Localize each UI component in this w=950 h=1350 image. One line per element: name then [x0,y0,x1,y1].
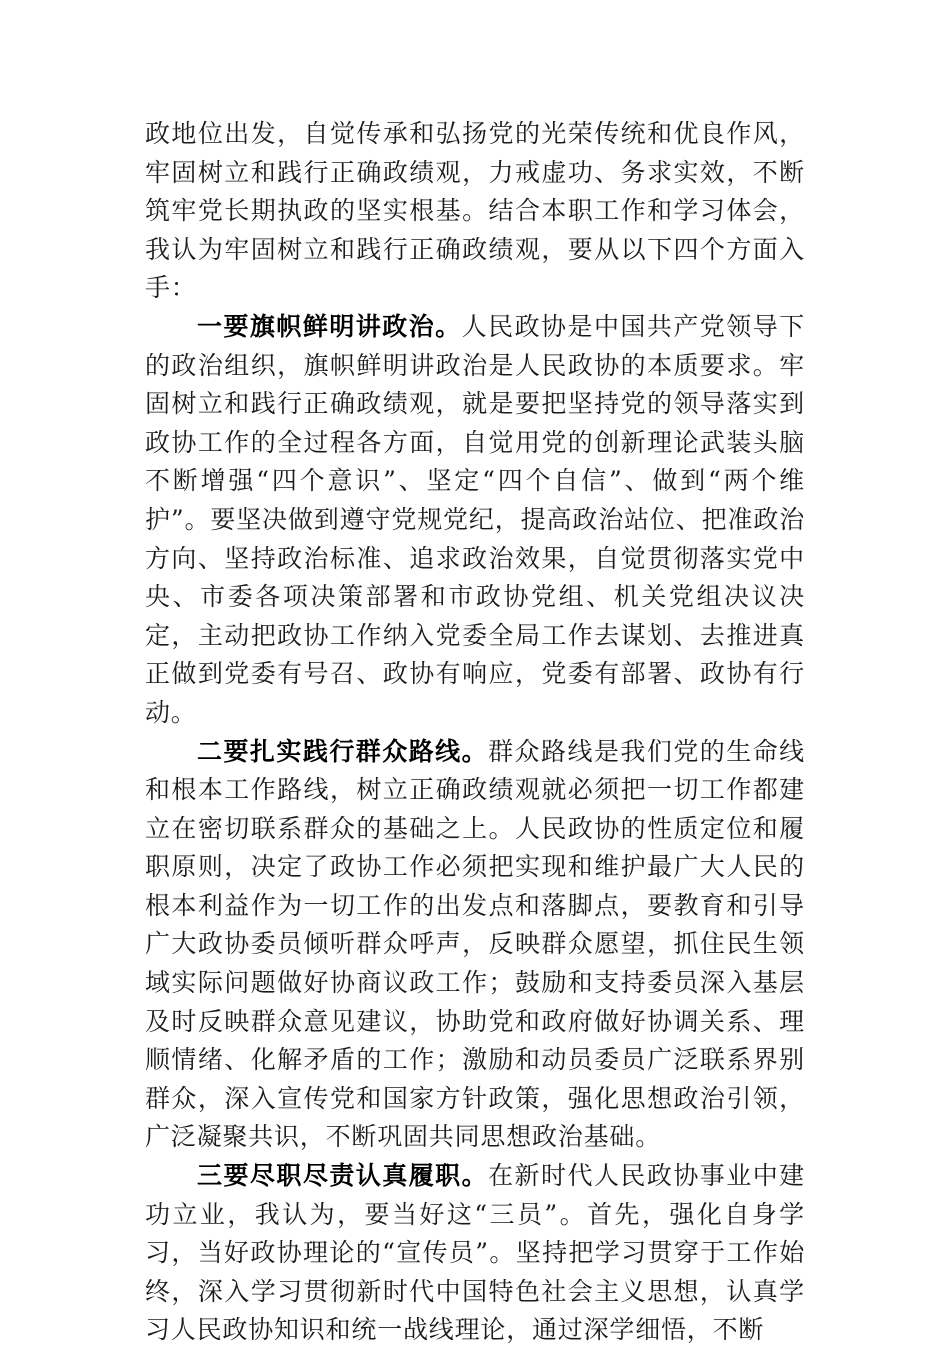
paragraph-heading: 三要尽职尽责认真履职。 [197,1161,489,1191]
paragraph-text: 群众路线是我们党的生命线和根本工作路线，树立正确政绩观就必须把一切工作都建立在密切联系群众的基础之上。人民政协的性质定位和履职原则，决定了政协工作必须把实现和维护最广大人民的根本利益作为一切工作的出发点和落脚点，要教育和引导广大政协委员倾听群众呼声，反映群众愿望，抓住民生领域实际问题做好协商议政工作；鼓励和支持委员深入基层及时反映群众意见建议，协助党和政府做好协调关系、理顺情绪、化解矛盾的工作；激励和动员委员广泛联系界别群众，深入宣传党和国家方针政策，强化思想政治引领，广泛凝聚共识，不断巩固共同思想政治基础。 [145,736,805,1152]
paragraph-point-one [145,308,805,733]
document-body [145,115,805,1350]
paragraph-heading: 二要扎实践行群众路线。 [197,736,489,766]
paragraph-point-two [145,733,805,1158]
paragraph-text: 在新时代人民政协事业中建功立业，我认为，要当好这“三员”。首先，强化自身学习，当好政协理论的“宣传员”。坚持把学习贯穿于工作始终，深入学习贯彻新时代中国特色社会主义思想，认真学习人民政协知识和统一战线理论，通过深学细悟，不断 [145,1161,805,1345]
paragraph-text: 政地位出发，自觉传承和弘扬党的光荣传统和优良作风，牢固树立和践行正确政绩观，力戒虚功、务求实效，不断筑牢党长期执政的坚实根基。结合本职工作和学习体会，我认为牢固树立和践行正确政绩观，要从以下四个方面入手： [145,119,805,303]
paragraph-text: 人民政协是中国共产党领导下的政治组织，旗帜鲜明讲政治是人民政协的本质要求。牢固树立和践行正确政绩观，就是要把坚持党的领导落实到政协工作的全过程各方面，自觉用党的创新理论武装头脑不断增强“四个意识”、坚定“四个自信”、做到“两个维护”。要坚决做到遵守党规党纪，提高政治站位、把准政治方向、坚持政治标准、追求政治效果，自觉贯彻落实党中央、市委各项决策部署和市政协党组、机关党组决议决定，主动把政协工作纳入党委全局工作去谋划、去推进真正做到党委有号召、政协有响应，党委有部署、政协有行动。 [145,311,805,727]
paragraph-intro [145,115,805,308]
paragraph-heading: 一要旗帜鲜明讲政治。 [197,311,462,341]
paragraph-point-three [145,1157,805,1350]
